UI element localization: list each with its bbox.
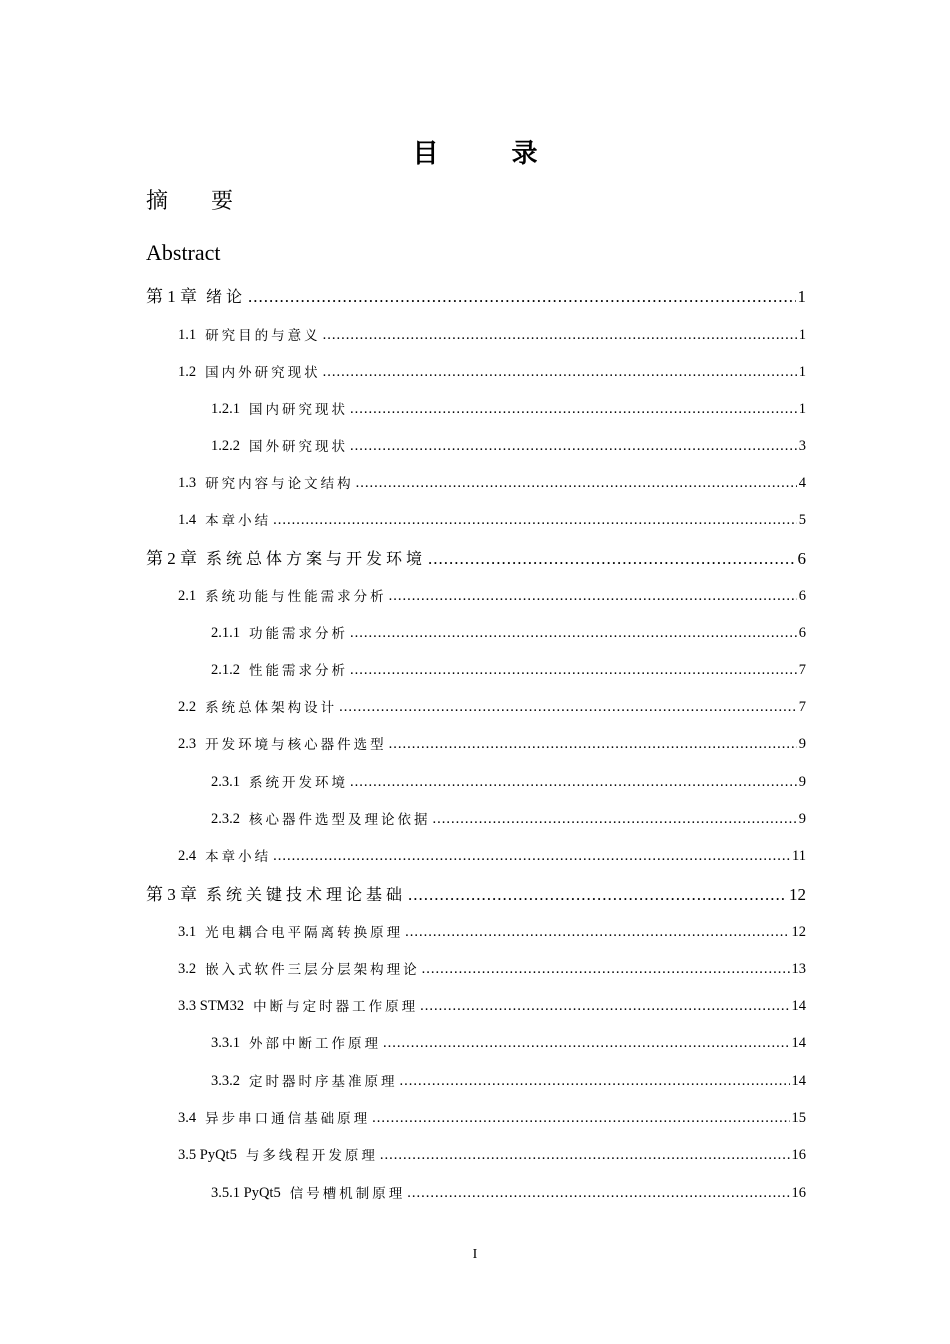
- toc-dot-leader: [380, 1147, 790, 1164]
- toc-entry-page: 7: [798, 699, 806, 715]
- toc-entry-page: 12: [791, 924, 806, 940]
- toc-entry-number: 3.4: [178, 1110, 197, 1126]
- toc-entry-title: 研究内容与论文结构: [205, 476, 354, 492]
- toc-entry-title: 异步串口通信基础原理: [205, 1111, 371, 1127]
- toc-entry[interactable]: [211, 396, 806, 418]
- toc-dot-leader: [350, 401, 797, 418]
- toc-entry-title: 系统总体方案与开发环境: [206, 549, 427, 568]
- toc-entry-page: 12: [789, 885, 806, 904]
- toc-entry[interactable]: [178, 1105, 806, 1127]
- toc-entry[interactable]: [178, 919, 806, 941]
- toc-entry-number: 第 2 章: [146, 549, 197, 568]
- toc-entry-title: 国外研究现状: [249, 439, 348, 455]
- toc-dot-leader: [428, 549, 795, 569]
- toc-entry-title: 系统功能与性能需求分析: [205, 589, 387, 605]
- toc-entry[interactable]: [211, 1068, 806, 1090]
- toc-entry[interactable]: [178, 470, 806, 492]
- toc-entry-title: 性能需求分析: [249, 663, 348, 679]
- page-number-footer: I: [472, 1247, 478, 1262]
- toc-entry-number: 2.4: [178, 848, 197, 864]
- toc-entry-title: 核心器件选型及理论依据: [249, 812, 431, 828]
- toc-entry[interactable]: [178, 843, 806, 865]
- toc-dot-leader: [400, 1073, 790, 1090]
- toc-entry-page: 1: [798, 401, 806, 417]
- toc-entry-page: 14: [791, 1073, 806, 1089]
- toc-entry-title: 研究目的与意义: [205, 328, 321, 344]
- toc-entry[interactable]: [178, 956, 806, 978]
- toc-entry-page: 9: [798, 774, 806, 790]
- toc-entry-page: 1: [798, 327, 806, 343]
- toc-dot-leader: [422, 961, 790, 978]
- toc-dot-leader: [273, 848, 790, 865]
- toc-entry-title: 系统开发环境: [249, 775, 348, 791]
- toc-dot-leader: [323, 327, 797, 344]
- abstract-en-heading: Abstract: [146, 240, 221, 265]
- toc-entry-page: 1: [797, 287, 806, 306]
- toc-entry-page: 5: [798, 512, 806, 528]
- toc-dot-leader: [323, 364, 797, 381]
- toc-entry[interactable]: [178, 731, 806, 753]
- toc-entry[interactable]: [178, 1142, 806, 1164]
- toc-dot-leader: [372, 1110, 789, 1127]
- toc-entry-number: 3.3.1: [211, 1035, 240, 1051]
- toc-entry-number: 第 1 章: [146, 287, 197, 306]
- toc-entry-number: 1.2.1: [211, 401, 240, 417]
- toc-entry-number: 3.1: [178, 924, 197, 940]
- toc-entry[interactable]: [178, 583, 806, 605]
- toc-dot-leader: [248, 287, 795, 307]
- toc-entry[interactable]: [211, 769, 806, 791]
- toc-entry[interactable]: [211, 433, 806, 455]
- toc-dot-leader: [350, 438, 797, 455]
- toc-dot-leader: [389, 736, 797, 753]
- toc-entry[interactable]: [211, 1030, 806, 1052]
- toc-entry[interactable]: [178, 993, 806, 1015]
- toc-entry[interactable]: [211, 806, 806, 828]
- toc-dot-leader: [389, 588, 797, 605]
- abstract-cn-heading: 摘 要: [146, 189, 251, 214]
- toc-dot-leader: [408, 885, 787, 905]
- toc-entry-title: 系统总体架构设计: [205, 700, 338, 716]
- toc-title: 目 录: [412, 139, 570, 169]
- toc-entry-number: 3.5.1 PyQt5: [211, 1185, 281, 1201]
- toc-dot-leader: [339, 699, 797, 716]
- toc-entry-page: 4: [798, 475, 806, 491]
- toc-entry-page: 1: [798, 364, 806, 380]
- toc-entry-page: 13: [791, 961, 806, 977]
- toc-entry-page: 11: [792, 848, 806, 864]
- toc-entry-title: 定时器时序基准原理: [249, 1074, 398, 1090]
- toc-entry-page: 6: [798, 588, 806, 604]
- toc-entry-number: 2.1.2: [211, 662, 240, 678]
- toc-entry-title: 中断与定时器工作原理: [253, 999, 419, 1015]
- toc-entry-number: 2.3.1: [211, 774, 240, 790]
- toc-entry-title: 功能需求分析: [249, 626, 348, 642]
- toc-entry-page: 14: [791, 998, 806, 1014]
- toc-dot-leader: [433, 811, 797, 828]
- toc-entry-title: 嵌入式软件三层分层架构理论: [205, 962, 420, 978]
- toc-entry[interactable]: [211, 1180, 806, 1202]
- toc-entry-number: 1.4: [178, 512, 197, 528]
- toc-entry[interactable]: [178, 359, 806, 381]
- toc-entry-title: 国内研究现状: [249, 402, 348, 418]
- toc-entry[interactable]: [211, 620, 806, 642]
- toc-entry-number: 2.3: [178, 736, 197, 752]
- toc-dot-leader: [420, 998, 789, 1015]
- toc-entry-number: 2.2: [178, 699, 197, 715]
- toc-dot-leader: [407, 1185, 789, 1202]
- toc-entry[interactable]: [146, 283, 806, 307]
- toc-entry-page: 6: [797, 549, 806, 568]
- toc-entry[interactable]: [178, 694, 806, 716]
- toc-dot-leader: [356, 475, 797, 492]
- toc-dot-leader: [350, 774, 797, 791]
- toc-entry-page: 3: [798, 438, 806, 454]
- toc-entry-number: 1.1: [178, 327, 197, 343]
- toc-dot-leader: [383, 1035, 790, 1052]
- toc-entry-page: 7: [798, 662, 806, 678]
- toc-dot-leader: [405, 924, 789, 941]
- toc-entry-number: 3.5 PyQt5: [178, 1147, 237, 1163]
- toc-entry[interactable]: [211, 657, 806, 679]
- toc-dot-leader: [350, 662, 797, 679]
- toc-entry[interactable]: [178, 507, 806, 529]
- toc-dot-leader: [273, 512, 797, 529]
- toc-entry[interactable]: [146, 881, 806, 905]
- toc-entry-number: 1.2: [178, 364, 197, 380]
- toc-entry-title: 开发环境与核心器件选型: [205, 737, 387, 753]
- toc-entry-title: 本章小结: [205, 849, 272, 865]
- toc-entry-title: 绪论: [206, 287, 247, 306]
- toc-entry-page: 9: [798, 736, 806, 752]
- toc-entry-page: 16: [791, 1147, 806, 1163]
- toc-entry-number: 1.2.2: [211, 438, 240, 454]
- toc-entry-page: 16: [791, 1185, 806, 1201]
- toc-entry-title: 系统关键技术理论基础: [206, 885, 407, 904]
- toc-entry-number: 1.3: [178, 475, 197, 491]
- toc-entry-number: 3.3 STM32: [178, 998, 245, 1014]
- toc-entry[interactable]: [178, 322, 806, 344]
- toc-entry-page: 9: [798, 811, 806, 827]
- toc-entry-title: 信号槽机制原理: [289, 1186, 406, 1202]
- toc-entry-title: 与多线程开发原理: [245, 1148, 378, 1164]
- toc-entry-number: 第 3 章: [146, 885, 197, 904]
- toc-entry-title: 国内外研究现状: [205, 365, 321, 381]
- toc-dot-leader: [350, 625, 797, 642]
- toc-entry-page: 6: [798, 625, 806, 641]
- toc-entry[interactable]: [146, 545, 806, 569]
- toc-entry-number: 2.1: [178, 588, 197, 604]
- toc-entry-title: 光电耦合电平隔离转换原理: [205, 925, 404, 941]
- toc-entry-number: 2.1.1: [211, 625, 240, 641]
- toc-entry-number: 3.2: [178, 961, 197, 977]
- toc-entry-title: 外部中断工作原理: [249, 1036, 381, 1052]
- toc-entry-page: 14: [791, 1035, 806, 1051]
- toc-entry-page: 15: [791, 1110, 806, 1126]
- toc-entry-number: 2.3.2: [211, 811, 240, 827]
- toc-entry-title: 本章小结: [205, 513, 272, 529]
- toc-entry-number: 3.3.2: [211, 1073, 240, 1089]
